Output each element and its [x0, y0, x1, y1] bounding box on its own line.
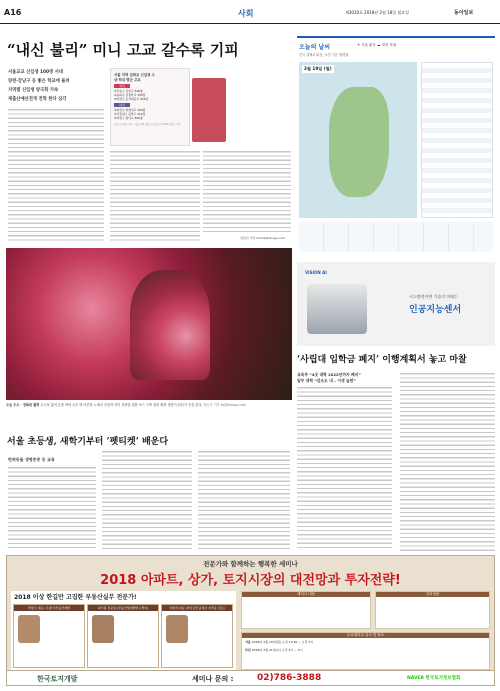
ai-sensor-ad[interactable]: [297, 262, 495, 346]
ai-ad-brand: VISION AI: [305, 270, 327, 275]
korea-peninsula: [329, 87, 389, 197]
expert-card-2: 최기원 전문위 (부동산업개발연구센터): [87, 604, 159, 668]
weather-title: 오늘의 날씨: [299, 44, 331, 51]
article3-title: 서울 초등생, 새학기부터 ‘펫티켓’ 배운다: [7, 437, 169, 447]
article1-subheads: 서울교교 신입생 100명 서대 양천·강남구 등 좋은 학교에 몰려 지역별 신입생 양극화 가속 재출산예산전개 전학 한다 심각: [8, 70, 70, 102]
paper-name: 동아일보: [454, 10, 474, 16]
article1-body-col1: [8, 108, 104, 243]
article2-body-col1: [297, 386, 392, 551]
seminar-main-title: 2018 아파트, 상가, 토지시장의 대전망과 투자전략!: [100, 573, 401, 588]
seminar-ad[interactable]: [6, 555, 495, 686]
phone-number[interactable]: 02)786-3888: [257, 673, 322, 683]
box-legend-bottom: 하위: [114, 103, 130, 107]
company-name: 한국토지개발: [37, 675, 78, 683]
photo1-caption-text: 우수성 없어 등을 바탕 우수 명 마련한 노매서 신입학 의미 상향을 위한 보드 구축 위한 확장 경험이 된다가 중심 본다.: [40, 403, 203, 407]
weather-box: [297, 36, 495, 256]
weather-date: 2월 19일 (월): [304, 66, 332, 71]
article2-body-col2: [400, 372, 495, 551]
page-header: [0, 0, 500, 24]
weather-city-table: [421, 62, 493, 218]
expert-photo-1: [18, 615, 40, 643]
photo-figure-overlay: [130, 270, 210, 380]
box-legend-top: 상위: [114, 84, 130, 88]
photo1-caption-title: 오늘 우수 · 정복한 활력: [6, 403, 40, 407]
article1-body-col2: [110, 150, 200, 243]
seminar-subtitle: 2018 이상 한길만 고집한 부동산실무 전문가!: [11, 591, 236, 602]
article2-subheads: 교육부 “4곳 대학 2022년까지 폐지” 일부 대학 “감소도 내 – 이생 늘면”: [297, 372, 361, 383]
expert-photo-3: [166, 615, 188, 643]
weather-note: 전국 대체로 맑음, 오전 기온 영하권: [299, 53, 349, 57]
article3-subhead: 반려동물 생명존중 등 교육: [8, 457, 55, 462]
phone-label: 세미나 문의 :: [192, 675, 234, 683]
seminar-content-box: 세미나 내용: [241, 591, 371, 629]
ai-ad-small-text: 시스템적이면 기술의 미래는: [409, 294, 458, 299]
photo1-caption: [6, 403, 292, 408]
lecture-box: 강의내용: [375, 591, 490, 629]
article1-illustration: [192, 78, 226, 142]
weather-forecast-strip: [299, 222, 493, 252]
article1-title: “내신 불리” 미니 고교 갈수록 기피: [7, 41, 239, 59]
expert-photo-2: [92, 615, 114, 643]
issue-info: 제3010호 2018년 2월 18일 월요일: [345, 10, 409, 15]
weather-meta: ☀ 서울 맑음 ☁ 대전 흐림: [357, 43, 397, 47]
weather-map: [299, 62, 417, 218]
page-number: A16: [4, 8, 22, 17]
sponsor-logo: NAVER 한국토지정보협회: [407, 676, 461, 681]
article3-body-col1: [8, 466, 96, 550]
article3-body-col2: [102, 450, 192, 550]
section-name: 사회: [238, 9, 254, 18]
expert-cards: [11, 602, 236, 670]
article2-title: ‘사립대 입학금 폐지’ 이행계획서 놓고 마찰: [297, 355, 467, 365]
expert-card-3: 이현석 대표 (한국공인중개사 자격증 전문): [161, 604, 233, 668]
ai-ad-big-text: 인공지능센서: [409, 305, 462, 315]
photo1-credit: 장승진 기자 ksj@donga.com: [203, 403, 247, 407]
seminar-tagline: 전문가와 함께하는 행복한 세미나: [203, 560, 298, 568]
article1-body-col3: [203, 150, 291, 233]
article1-byline: 김하진 기자 kimhk@donga.com: [240, 236, 286, 240]
expert-card-1: 박장수 대표 (주)한국부동산개발: [13, 604, 85, 668]
ai-ad-device: [307, 284, 367, 334]
seminar-footer: [7, 670, 494, 685]
article1-info-box: 서울 지역 입학교 신입생 수 상·하위 몇군 고교 상위 ①강동구 강일고 348명 ②송파구 잠실학교 335명 ③양천구 동서대문교 304명 하위 ①양천구 양정여고 320명 ②서울대구 문학고 312명 ③양천구 명덕고 306명 서울시교육청 자료 : 서울 지역 일반고 중심으로 2018 학년도 기준: [110, 68, 190, 146]
schedule-box: 무료세미나 일시 및 장소 서울 2018년 2월 19일(월) 오전 10:30 ~ 오후 5시 부산 2018년 2월 21일(수) 오후 2시 ~ 5시: [241, 632, 490, 670]
article3-body-col3: [198, 450, 290, 550]
